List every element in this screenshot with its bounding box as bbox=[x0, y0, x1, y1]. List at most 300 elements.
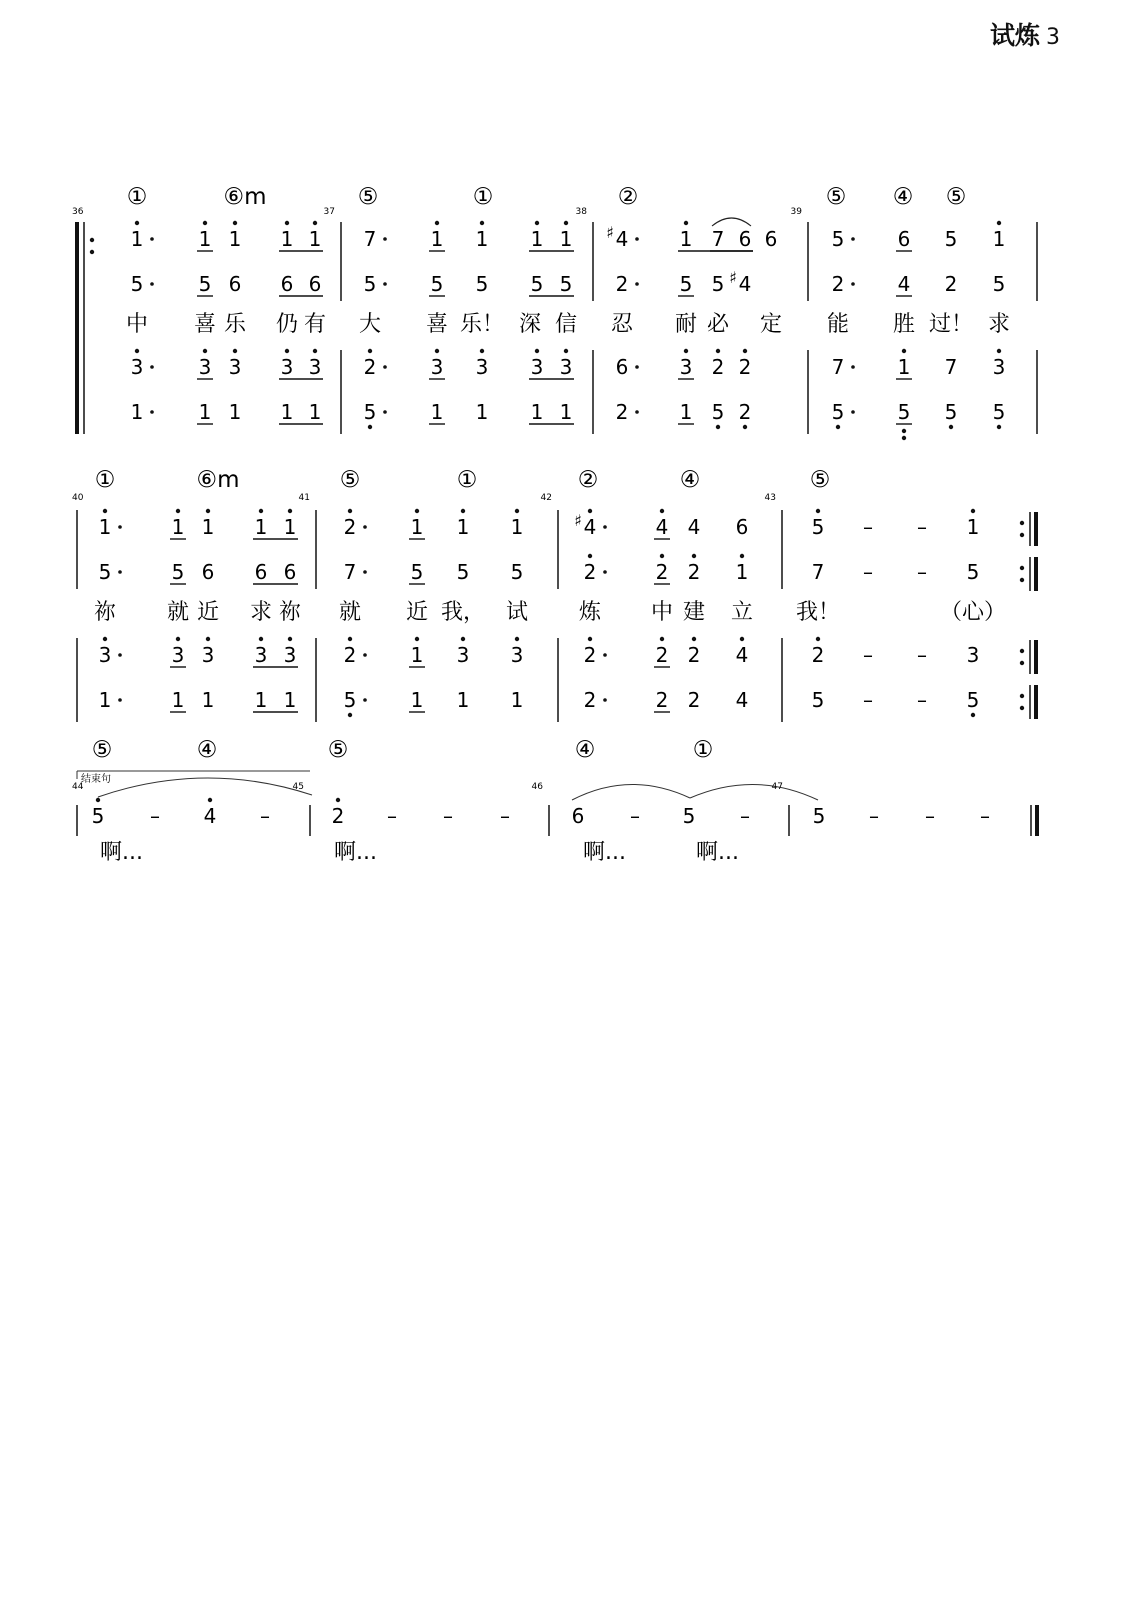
note-digit: 1 bbox=[735, 560, 749, 584]
augmentation-dot bbox=[363, 698, 367, 702]
augmentation-dot bbox=[118, 570, 122, 574]
note-digit: 7 bbox=[363, 227, 377, 251]
dash-note: – bbox=[260, 804, 270, 828]
repeat-dot bbox=[1020, 521, 1024, 525]
lyric-syllable: 深 bbox=[518, 312, 542, 337]
measure bbox=[765, 467, 1006, 717]
sharp-sign: ♯ bbox=[729, 268, 737, 287]
measure bbox=[299, 467, 528, 717]
measure bbox=[72, 467, 301, 712]
note-digit: 1 bbox=[308, 227, 322, 251]
note-digit: 1 bbox=[198, 400, 212, 424]
note-digit: 2 bbox=[944, 272, 958, 296]
note-digit: 5 bbox=[811, 515, 825, 539]
note-digit: 3 bbox=[992, 355, 1006, 379]
note-digit: 1 bbox=[410, 688, 424, 712]
note-digit: 2 bbox=[343, 515, 357, 539]
high-octave-dot bbox=[535, 349, 539, 353]
lyric-syllable: 中 bbox=[125, 312, 149, 337]
note-digit: 2 bbox=[831, 272, 845, 296]
phrase-slur bbox=[98, 778, 312, 797]
chord-label: ① bbox=[126, 184, 148, 210]
augmentation-dot bbox=[383, 282, 387, 286]
note-digit: 1 bbox=[410, 643, 424, 667]
note-digit: 7 bbox=[343, 560, 357, 584]
low-octave-dot bbox=[836, 425, 840, 429]
note-digit: 2 bbox=[738, 355, 752, 379]
lyric-syllable: 仍 bbox=[275, 312, 299, 337]
dash-note: – bbox=[630, 804, 640, 828]
note-digit: 5 bbox=[811, 688, 825, 712]
note-digit: 6 bbox=[735, 515, 749, 539]
lyric-syllable: 近 bbox=[196, 600, 220, 625]
dash-note: – bbox=[863, 560, 873, 584]
augmentation-dot bbox=[635, 237, 639, 241]
note-digit: 1 bbox=[254, 688, 268, 712]
note-digit: 4 bbox=[203, 804, 217, 828]
chord-label: ④ bbox=[679, 467, 701, 493]
lyric-syllable: 啊... bbox=[100, 840, 143, 865]
lyric-syllable: 试 bbox=[505, 600, 529, 625]
high-octave-dot bbox=[692, 637, 696, 641]
note-digit: 5 bbox=[711, 400, 725, 424]
high-octave-dot bbox=[103, 509, 107, 513]
repeat-dot bbox=[1020, 533, 1024, 537]
high-octave-dot bbox=[348, 509, 352, 513]
augmentation-dot bbox=[363, 653, 367, 657]
note-digit: 6 bbox=[254, 560, 268, 584]
high-octave-dot bbox=[135, 221, 139, 225]
note-digit: 4 bbox=[615, 227, 629, 251]
lyric-syllable: 祢 bbox=[278, 600, 302, 625]
measure-number: 47 bbox=[771, 782, 783, 792]
score-system bbox=[72, 467, 1036, 722]
lyric-syllable: 信 bbox=[554, 312, 578, 337]
high-octave-dot bbox=[588, 637, 592, 641]
low-octave-dot bbox=[743, 425, 747, 429]
chord-label: ⑥m bbox=[223, 184, 267, 210]
lyric-syllable: 求 bbox=[249, 600, 273, 625]
note-digit: 1 bbox=[130, 400, 144, 424]
chord-label: ⑤ bbox=[825, 184, 847, 210]
note-digit: 1 bbox=[98, 688, 112, 712]
note-digit: 1 bbox=[679, 400, 693, 424]
note-digit: 1 bbox=[280, 400, 294, 424]
high-octave-dot bbox=[368, 349, 372, 353]
dash-note: – bbox=[740, 804, 750, 828]
augmentation-dot bbox=[851, 365, 855, 369]
lyric-syllable: 啊... bbox=[334, 840, 377, 865]
high-octave-dot bbox=[259, 637, 263, 641]
lyric-syllable: 炼 bbox=[578, 600, 602, 625]
measure bbox=[772, 782, 990, 828]
lyric-syllable: 建 bbox=[682, 600, 706, 625]
chord-label: ② bbox=[577, 467, 599, 493]
repeat-dot bbox=[90, 250, 94, 254]
note-digit: 4 bbox=[735, 643, 749, 667]
low-octave-dot bbox=[902, 429, 906, 433]
lyric-syllable: 求 bbox=[987, 312, 1011, 337]
high-octave-dot bbox=[997, 349, 1001, 353]
note-digit: 5 bbox=[682, 804, 696, 828]
augmentation-dot bbox=[603, 698, 607, 702]
lyric-syllable: 喜 bbox=[425, 312, 449, 337]
note-digit: 1 bbox=[510, 688, 524, 712]
note-digit: 5 bbox=[456, 560, 470, 584]
high-octave-dot bbox=[259, 509, 263, 513]
note-digit: 1 bbox=[130, 227, 144, 251]
note-digit: 1 bbox=[475, 227, 489, 251]
note-digit: 3 bbox=[201, 643, 215, 667]
lyric-syllable: 忍 bbox=[610, 312, 634, 337]
chord-label: ⑤ bbox=[91, 737, 113, 763]
lyric-syllable: 胜 bbox=[892, 312, 916, 337]
high-octave-dot bbox=[716, 349, 720, 353]
measure-number: 39 bbox=[790, 207, 802, 217]
sharp-sign: ♯ bbox=[606, 223, 614, 242]
lyric-syllable: 祢 bbox=[93, 600, 117, 625]
dash-note: – bbox=[863, 515, 873, 539]
dash-note: – bbox=[917, 560, 927, 584]
augmentation-dot bbox=[383, 410, 387, 414]
repeat-dot bbox=[1020, 694, 1024, 698]
note-digit: 6 bbox=[571, 804, 585, 828]
note-digit: 3 bbox=[430, 355, 444, 379]
chord-label: ① bbox=[472, 184, 494, 210]
low-octave-dot bbox=[971, 713, 975, 717]
dash-note: – bbox=[980, 804, 990, 828]
high-octave-dot bbox=[515, 637, 519, 641]
measure bbox=[293, 737, 510, 865]
lyric-syllable: 有 bbox=[303, 312, 327, 337]
note-digit: 1 bbox=[228, 400, 242, 424]
high-octave-dot bbox=[103, 637, 107, 641]
high-octave-dot bbox=[480, 349, 484, 353]
high-octave-dot bbox=[816, 637, 820, 641]
note-digit: 4 bbox=[655, 515, 669, 539]
dash-note: – bbox=[925, 804, 935, 828]
chord-label: ⑤ bbox=[327, 737, 349, 763]
low-octave-dot bbox=[716, 425, 720, 429]
dash-note: – bbox=[500, 804, 510, 828]
dash-note: – bbox=[917, 515, 927, 539]
note-digit: 1 bbox=[171, 515, 185, 539]
repeat-dot bbox=[1020, 649, 1024, 653]
chord-label: ① bbox=[456, 467, 478, 493]
note-digit: 2 bbox=[615, 400, 629, 424]
note-digit: 5 bbox=[530, 272, 544, 296]
song-title: 试炼 bbox=[990, 21, 1041, 50]
low-octave-dot bbox=[949, 425, 953, 429]
note-digit: 5 bbox=[812, 804, 826, 828]
lyric-syllable: 过！ bbox=[928, 312, 974, 337]
measure-number: 44 bbox=[72, 782, 84, 792]
high-octave-dot bbox=[285, 221, 289, 225]
augmentation-dot bbox=[603, 570, 607, 574]
note-digit: 5 bbox=[831, 400, 845, 424]
lyric-syllable: 能 bbox=[826, 312, 850, 337]
augmentation-dot bbox=[851, 282, 855, 286]
note-digit: 5 bbox=[992, 272, 1006, 296]
high-octave-dot bbox=[208, 798, 212, 802]
lyric-syllable: 乐 bbox=[223, 312, 247, 337]
note-digit: 5 bbox=[966, 688, 980, 712]
repeat-dot bbox=[90, 238, 94, 242]
page-number: 3 bbox=[1046, 25, 1061, 50]
slur bbox=[712, 218, 751, 226]
high-octave-dot bbox=[660, 509, 664, 513]
high-octave-dot bbox=[684, 221, 688, 225]
score-system bbox=[72, 184, 1037, 440]
lyric-syllable: 我， bbox=[440, 600, 486, 625]
high-octave-dot bbox=[971, 509, 975, 513]
measure-number: 42 bbox=[540, 493, 552, 503]
note-digit: 1 bbox=[530, 400, 544, 424]
augmentation-dot bbox=[118, 698, 122, 702]
chord-label: ① bbox=[94, 467, 116, 493]
note-digit: 2 bbox=[687, 688, 701, 712]
dash-note: – bbox=[917, 688, 927, 712]
measure bbox=[576, 184, 782, 429]
note-digit: 1 bbox=[475, 400, 489, 424]
high-octave-dot bbox=[203, 221, 207, 225]
augmentation-dot bbox=[118, 653, 122, 657]
low-octave-dot bbox=[368, 425, 372, 429]
measure-number: 40 bbox=[72, 493, 84, 503]
note-digit: 5 bbox=[711, 272, 725, 296]
note-digit: 1 bbox=[456, 515, 470, 539]
note-digit: 1 bbox=[201, 688, 215, 712]
note-digit: 3 bbox=[98, 643, 112, 667]
chord-label: ⑤ bbox=[809, 467, 831, 493]
dash-note: – bbox=[387, 804, 397, 828]
note-digit: 5 bbox=[363, 400, 377, 424]
dash-note: – bbox=[869, 804, 879, 828]
high-octave-dot bbox=[135, 349, 139, 353]
high-octave-dot bbox=[288, 637, 292, 641]
high-octave-dot bbox=[692, 554, 696, 558]
note-digit: 5 bbox=[944, 400, 958, 424]
note-digit: 5 bbox=[475, 272, 489, 296]
note-digit: 2 bbox=[615, 272, 629, 296]
lyric-syllable: 啊... bbox=[696, 840, 739, 865]
high-octave-dot bbox=[313, 221, 317, 225]
augmentation-dot bbox=[635, 282, 639, 286]
augmentation-dot bbox=[363, 570, 367, 574]
low-octave-dot bbox=[902, 436, 906, 440]
note-digit: 6 bbox=[764, 227, 778, 251]
note-digit: 5 bbox=[510, 560, 524, 584]
lyric-syllable: 必 bbox=[706, 312, 730, 337]
high-octave-dot bbox=[415, 509, 419, 513]
lyric-syllable: 啊... bbox=[583, 840, 626, 865]
high-octave-dot bbox=[435, 349, 439, 353]
repeat-dot bbox=[1020, 706, 1024, 710]
ending-label: 结束句 bbox=[81, 774, 111, 785]
chord-label: ⑤ bbox=[945, 184, 967, 210]
high-octave-dot bbox=[233, 349, 237, 353]
measure bbox=[791, 184, 1010, 440]
repeat-dot bbox=[1020, 566, 1024, 570]
augmentation-dot bbox=[150, 282, 154, 286]
augmentation-dot bbox=[118, 525, 122, 529]
repeat-dot bbox=[1020, 578, 1024, 582]
sharp-sign: ♯ bbox=[574, 511, 582, 530]
high-octave-dot bbox=[233, 221, 237, 225]
measure bbox=[324, 184, 577, 429]
measure bbox=[72, 184, 326, 424]
note-digit: 1 bbox=[198, 227, 212, 251]
measure bbox=[72, 737, 270, 865]
note-digit: 1 bbox=[254, 515, 268, 539]
note-digit: 1 bbox=[98, 515, 112, 539]
note-digit: 6 bbox=[283, 560, 297, 584]
high-octave-dot bbox=[564, 221, 568, 225]
note-digit: 5 bbox=[559, 272, 573, 296]
measure bbox=[532, 737, 750, 865]
note-digit: 2 bbox=[711, 355, 725, 379]
note-digit: 1 bbox=[283, 688, 297, 712]
high-octave-dot bbox=[743, 349, 747, 353]
augmentation-dot bbox=[603, 653, 607, 657]
note-digit: 2 bbox=[811, 643, 825, 667]
note-digit: 3 bbox=[475, 355, 489, 379]
note-digit: 3 bbox=[679, 355, 693, 379]
note-digit: 3 bbox=[966, 643, 980, 667]
augmentation-dot bbox=[851, 410, 855, 414]
note-digit: 5 bbox=[363, 272, 377, 296]
augmentation-dot bbox=[150, 237, 154, 241]
chord-label: ④ bbox=[574, 737, 596, 763]
augmentation-dot bbox=[851, 237, 855, 241]
high-octave-dot bbox=[415, 637, 419, 641]
note-digit: 6 bbox=[738, 227, 752, 251]
note-digit: 5 bbox=[992, 400, 1006, 424]
note-digit: 3 bbox=[559, 355, 573, 379]
high-octave-dot bbox=[285, 349, 289, 353]
note-digit: 1 bbox=[430, 227, 444, 251]
measure-number: 38 bbox=[575, 207, 587, 217]
lyric-syllable: 近 bbox=[405, 600, 429, 625]
note-digit: 4 bbox=[687, 515, 701, 539]
high-octave-dot bbox=[902, 349, 906, 353]
score-system bbox=[72, 737, 1037, 865]
note-digit: 5 bbox=[966, 560, 980, 584]
lyric-syllable: 定 bbox=[759, 312, 783, 337]
note-digit: 3 bbox=[280, 355, 294, 379]
note-digit: 2 bbox=[738, 400, 752, 424]
high-octave-dot bbox=[203, 349, 207, 353]
note-digit: 5 bbox=[410, 560, 424, 584]
chord-label: ② bbox=[617, 184, 639, 210]
note-digit: 1 bbox=[530, 227, 544, 251]
phrase-slur bbox=[690, 784, 818, 800]
high-octave-dot bbox=[435, 221, 439, 225]
augmentation-dot bbox=[383, 365, 387, 369]
note-digit: 3 bbox=[228, 355, 242, 379]
high-octave-dot bbox=[660, 554, 664, 558]
note-digit: 6 bbox=[280, 272, 294, 296]
note-digit: 1 bbox=[510, 515, 524, 539]
high-octave-dot bbox=[206, 509, 210, 513]
note-digit: 4 bbox=[738, 272, 752, 296]
lyric-syllable: 大 bbox=[358, 312, 382, 337]
low-octave-dot bbox=[997, 425, 1001, 429]
note-digit: 5 bbox=[98, 560, 112, 584]
lyric-syllable: 乐！ bbox=[459, 312, 505, 337]
note-digit: 3 bbox=[283, 643, 297, 667]
note-digit: 2 bbox=[655, 643, 669, 667]
dash-note: – bbox=[863, 688, 873, 712]
lyric-syllable: 我！ bbox=[795, 600, 841, 625]
measure-number: 46 bbox=[531, 782, 543, 792]
measure-number: 43 bbox=[764, 493, 776, 503]
high-octave-dot bbox=[564, 349, 568, 353]
note-digit: 3 bbox=[130, 355, 144, 379]
note-digit: 2 bbox=[687, 560, 701, 584]
note-digit: 1 bbox=[280, 227, 294, 251]
augmentation-dot bbox=[635, 410, 639, 414]
note-digit: 2 bbox=[583, 688, 597, 712]
note-digit: 3 bbox=[510, 643, 524, 667]
note-digit: 4 bbox=[735, 688, 749, 712]
high-octave-dot bbox=[176, 637, 180, 641]
measure-number: 36 bbox=[72, 207, 84, 217]
measure-number: 41 bbox=[298, 493, 310, 503]
high-octave-dot bbox=[816, 509, 820, 513]
note-digit: 1 bbox=[992, 227, 1006, 251]
high-octave-dot bbox=[740, 637, 744, 641]
note-digit: 1 bbox=[283, 515, 297, 539]
note-digit: 1 bbox=[410, 515, 424, 539]
dash-note: – bbox=[443, 804, 453, 828]
note-digit: 1 bbox=[308, 400, 322, 424]
note-digit: 1 bbox=[430, 400, 444, 424]
note-digit: 4 bbox=[897, 272, 911, 296]
note-digit: 3 bbox=[456, 643, 470, 667]
note-digit: 2 bbox=[655, 688, 669, 712]
high-octave-dot bbox=[684, 349, 688, 353]
high-octave-dot bbox=[461, 509, 465, 513]
note-digit: 5 bbox=[831, 227, 845, 251]
chord-label: ① bbox=[692, 737, 714, 763]
repeat-dot bbox=[1020, 661, 1024, 665]
lyric-syllable: 中 bbox=[650, 600, 674, 625]
high-octave-dot bbox=[206, 637, 210, 641]
note-digit: 2 bbox=[655, 560, 669, 584]
high-octave-dot bbox=[660, 637, 664, 641]
augmentation-dot bbox=[383, 237, 387, 241]
high-octave-dot bbox=[588, 554, 592, 558]
high-octave-dot bbox=[480, 221, 484, 225]
note-digit: 1 bbox=[456, 688, 470, 712]
note-digit: 3 bbox=[198, 355, 212, 379]
high-octave-dot bbox=[461, 637, 465, 641]
augmentation-dot bbox=[363, 525, 367, 529]
high-octave-dot bbox=[96, 798, 100, 802]
note-digit: 2 bbox=[687, 643, 701, 667]
note-digit: 2 bbox=[331, 804, 345, 828]
note-digit: 2 bbox=[583, 643, 597, 667]
measure-number: 37 bbox=[323, 207, 335, 217]
note-digit: 7 bbox=[711, 227, 725, 251]
note-digit: 2 bbox=[363, 355, 377, 379]
note-digit: 5 bbox=[679, 272, 693, 296]
note-digit: 6 bbox=[897, 227, 911, 251]
dash-note: – bbox=[863, 643, 873, 667]
high-octave-dot bbox=[588, 509, 592, 513]
note-digit: 6 bbox=[308, 272, 322, 296]
